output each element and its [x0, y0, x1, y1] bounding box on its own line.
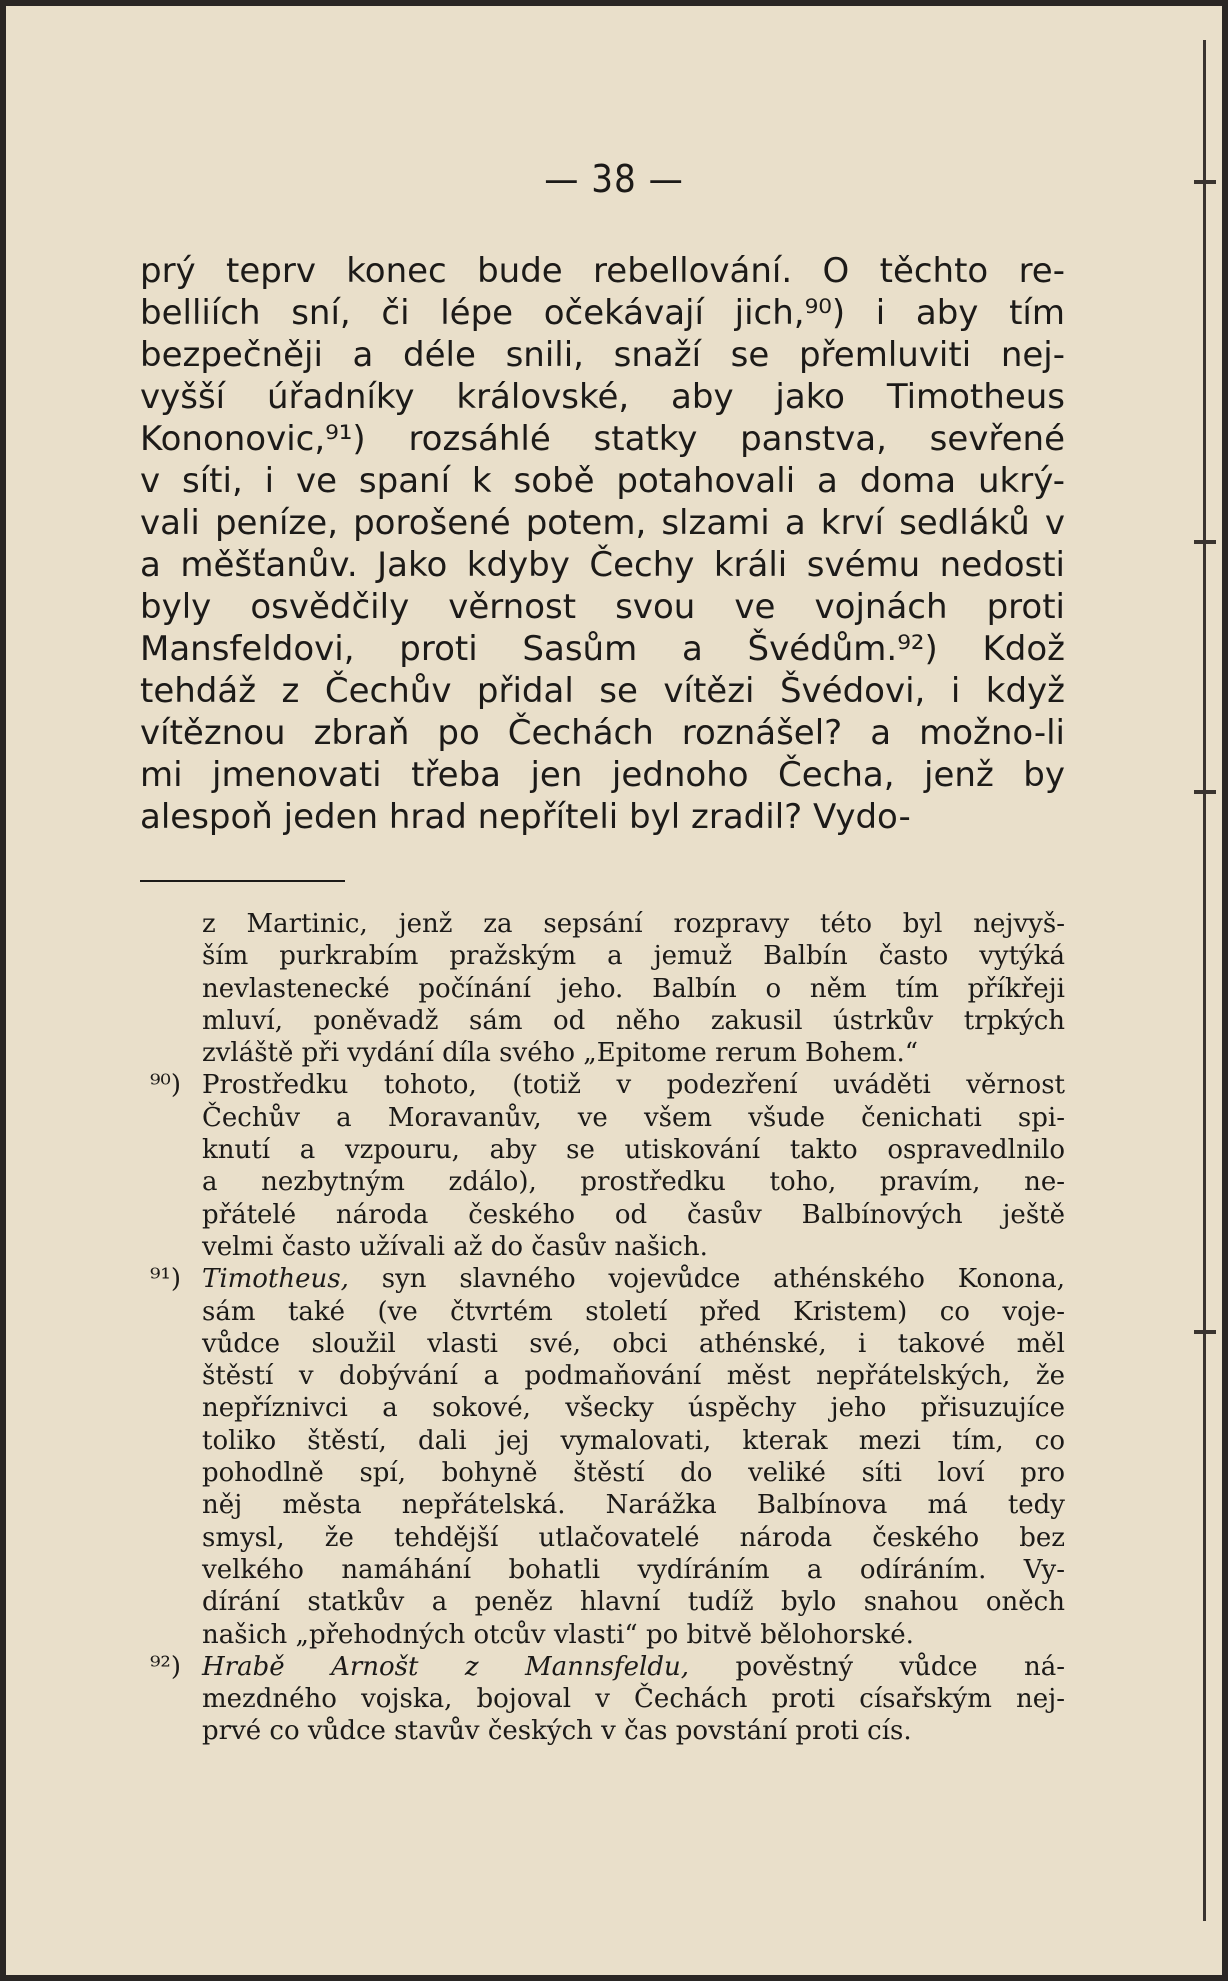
footnote-line: něj města nepřátelská. Narážka Balbínova má tedy — [202, 1490, 1065, 1521]
text-line: a měšťanův. Jako kdyby Čechy králi svému nedosti — [140, 545, 1065, 585]
footnote-line-rest: pověstný vůdce ná- — [689, 1651, 1065, 1682]
footnote-line — [202, 1651, 1065, 1683]
footnote-separator — [140, 880, 345, 882]
footnote-mark: ⁹¹) — [150, 1264, 181, 1295]
footnote-91 — [150, 1263, 1065, 1651]
text-line: vali peníze, porošené potem, slzami a krví sedláků v — [140, 503, 1065, 543]
footnote-line: a nezbytným zdálo), prostředku toho, pravím, ne- — [202, 1167, 1065, 1198]
footnote-90 — [150, 1069, 1065, 1263]
text-line: prý teprv konec bude rebellování. O těchto re- — [140, 251, 1065, 291]
footnote-line: mezdného vojska, bojoval v Čechách proti císařským nej- — [202, 1684, 1065, 1715]
text-line: bezpečněji a déle snili, snaží se přemluviti nej- — [140, 335, 1065, 375]
footnote-line: toliko štěstí, dali jej vymalovati, kterak mezi tím, co — [202, 1425, 1065, 1456]
text-line: mi jmenovati třeba jen jednoho Čecha, jenž by — [140, 755, 1065, 795]
main-text — [140, 250, 1065, 838]
footnote-italic-lead: Timotheus, — [202, 1264, 349, 1295]
footnote-line: pohodlně spí, bohyně štěstí do veliké síti loví pro — [202, 1458, 1065, 1489]
footnote-line: nepříznivci a sokové, všecky úspěchy jeho přisuzujíce — [202, 1393, 1065, 1424]
footnote-line: sám také (ve čtvrtém století před Kristem) co voje- — [202, 1296, 1065, 1327]
footnote-line: prvé co vůdce stavův českých v čas povstání proti cís. — [202, 1716, 912, 1747]
footnote-line: zvláště při vydání díla svého „Epitome rerum Bohem.“ — [202, 1038, 919, 1069]
footnote-line: našich „přehodných otcův vlasti“ po bitvě bělohorské. — [202, 1619, 914, 1650]
text-line: tehdáž z Čechův přidal se vítězi Švédovi, i když — [140, 671, 1065, 711]
page-edge-tick — [1194, 540, 1216, 544]
footnote-line: přátelé národa českého od časův Balbínových ještě — [202, 1199, 1065, 1230]
footnote-line: Prostředku tohoto, (totiž v podezření uváděti věrnost — [202, 1070, 1065, 1101]
footnote-continuation — [150, 908, 1065, 1069]
footnote-line: dírání statkův a peněz hlavní tudíž bylo snahou oněch — [202, 1587, 1065, 1618]
text-line: byly osvědčily věrnost svou ve vojnách proti — [140, 587, 1065, 627]
text-line: vyšší úřadníky královské, aby jako Timotheus — [140, 377, 1065, 417]
text-line: alespoň jeden hrad nepříteli byl zradil? Vydo- — [140, 797, 911, 837]
page-edge-tick — [1194, 1330, 1216, 1334]
footnote-line-rest: syn slavného vojevůdce athénského Konona, — [348, 1264, 1065, 1295]
text-line: vítěznou zbraň po Čechách roznášel? a možno-li — [140, 713, 1065, 753]
text-line: v síti, i ve spaní k sobě potahovali a doma ukrý- — [140, 461, 1065, 501]
footnote-line: Čechův a Moravanův, ve všem všude čenichati spi- — [202, 1102, 1065, 1133]
footnotes — [150, 908, 1065, 1748]
footnote-italic-lead: Hrabě Arnošt z Mannsfeldu, — [202, 1651, 689, 1682]
footnote-line: smysl, že tehdější utlačovatelé národa českého bez — [202, 1522, 1065, 1553]
footnote-line: z Martinic, jenž za sepsání rozpravy této byl nejvyš- — [202, 909, 1065, 939]
footnote-line: ším purkrabím pražským a jemuž Balbín často vytýká — [202, 941, 1065, 972]
footnote-mark: ⁹⁰) — [150, 1070, 181, 1101]
page-number: — 38 — — [544, 157, 684, 201]
text-line: Mansfeldovi, proti Sasům a Švédům.⁹²) Kdož — [140, 629, 1065, 669]
footnote-line: štěstí v dobývání a podmaňování měst nepřátelských, že — [202, 1361, 1065, 1392]
footnote-line — [202, 1263, 1065, 1295]
footnote-mark: ⁹²) — [150, 1651, 181, 1682]
footnote-line: velmi často užívali až do časův našich. — [202, 1231, 708, 1262]
footnote-92 — [150, 1651, 1065, 1748]
text-line: Kononovic,⁹¹) rozsáhlé statky panstva, sevřené — [140, 419, 1065, 459]
footnote-line: nevlastenecké počínání jeho. Balbín o něm tím příkřeji — [202, 973, 1065, 1004]
footnote-line: velkého namáhání bohatli vydíráním a odíráním. Vy- — [202, 1554, 1065, 1585]
footnote-line: mluví, poněvadž sám od něho zakusil ústrkův trpkých — [202, 1005, 1065, 1036]
page-edge-tick — [1194, 790, 1216, 794]
text-line: belliích sní, či lépe očekávají jich,⁹⁰) i aby tím — [140, 293, 1065, 333]
footnote-line: knutí a vzpouru, aby se utiskování takto ospravedlnilo — [202, 1135, 1065, 1166]
footnote-line: vůdce sloužil vlasti své, obci athénské, i takové měl — [202, 1328, 1065, 1359]
page-edge-rule — [1203, 40, 1206, 1921]
